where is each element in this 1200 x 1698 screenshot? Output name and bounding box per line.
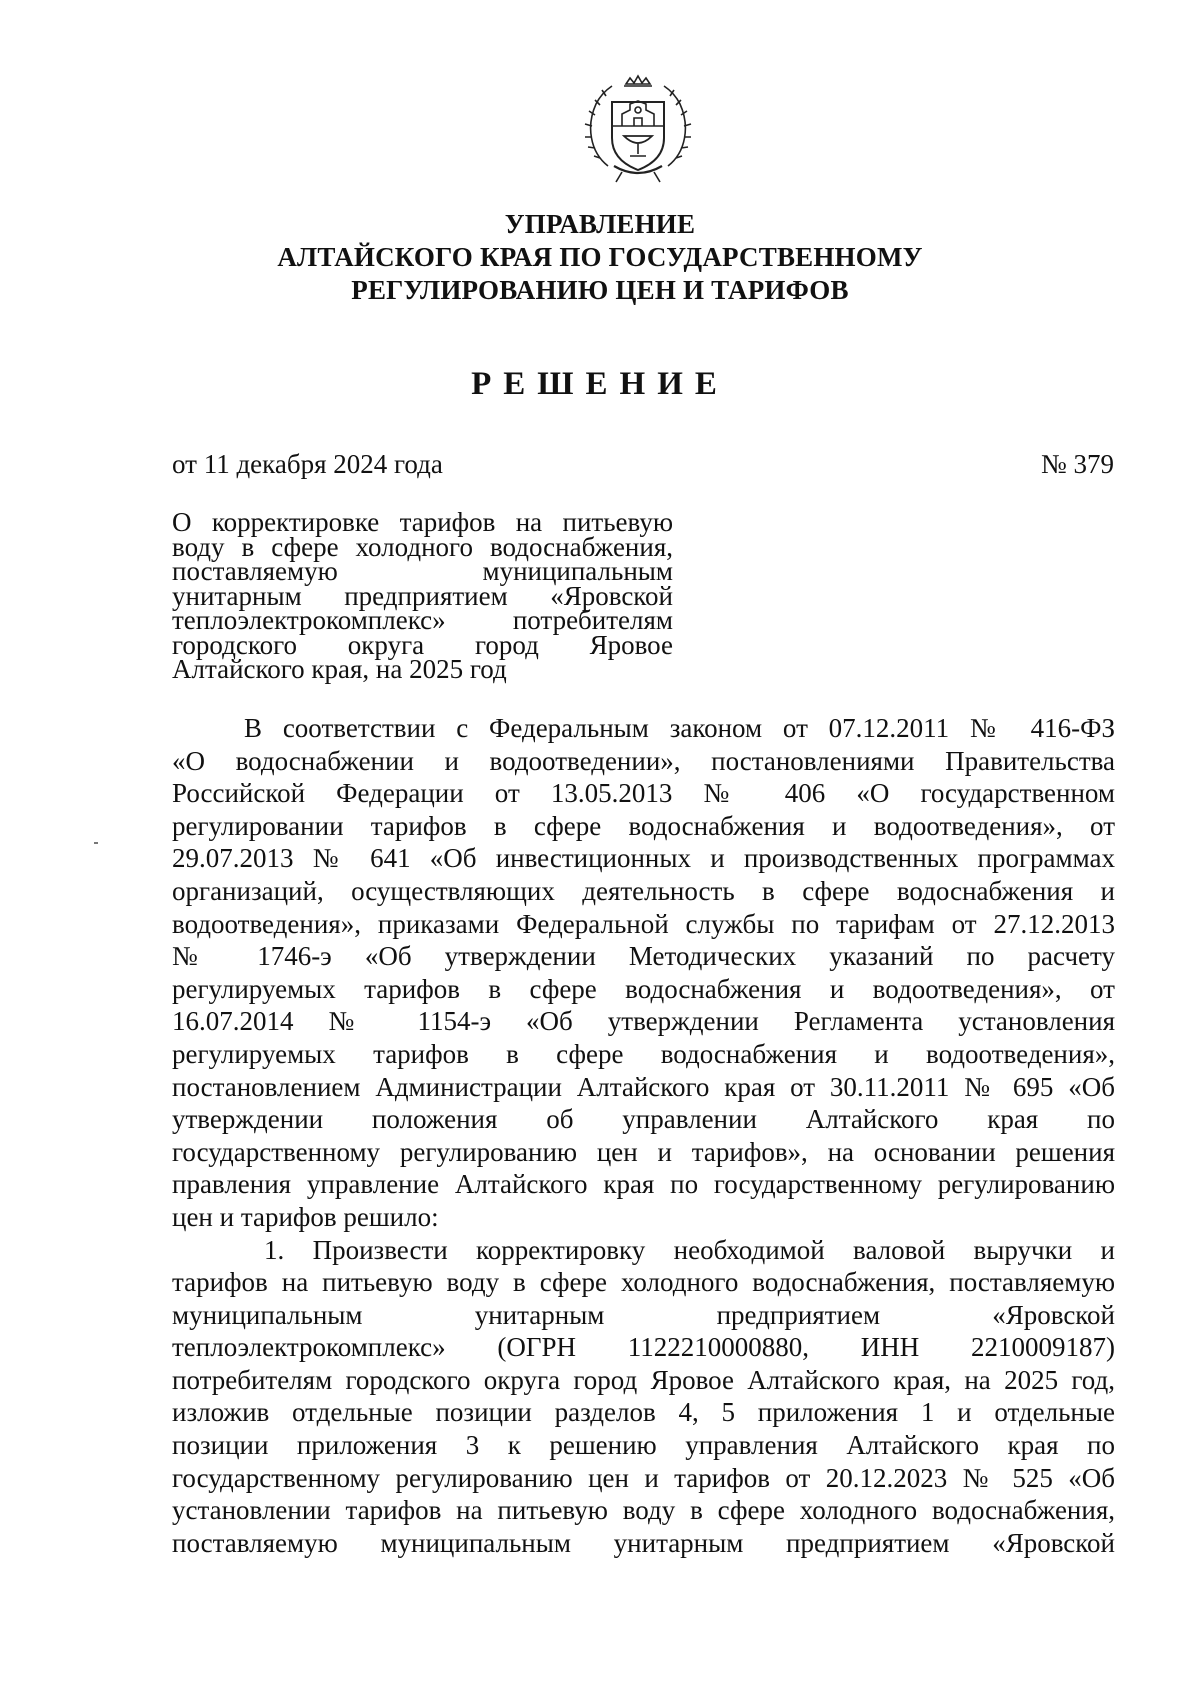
subject-line: воду в сфере холодного водоснабжения,: [172, 531, 673, 562]
body-line: регулировании тарифов в сфере водоснабжения и водоотведения», от: [172, 810, 1115, 841]
body-line: № 1746-э «Об утверждении Методических указаний по расчету: [172, 941, 1115, 972]
body-line: поставляемую муниципальным унитарным предприятием «Яровской: [172, 1527, 1115, 1558]
document-number: № 379: [1040, 449, 1114, 479]
body-line: В соответствии с Федеральным законом от 07.12.2011 № 416-ФЗ: [244, 713, 1115, 743]
subject-line: теплоэлектрокомплекс» потребителям: [172, 605, 673, 635]
body-line: Российской Федерации от 13.05.2013 № 406 «О государственном: [172, 778, 1115, 809]
coat-of-arms-emblem: [578, 74, 698, 186]
subject-line: унитарным предприятием «Яровской: [172, 580, 673, 611]
body-line: водоотведения», приказами Федеральной службы по тарифам от 27.12.2013: [172, 908, 1115, 939]
organization-name-line-1: УПРАВЛЕНИЕ: [504, 209, 696, 239]
body-line: позиции приложения 3 к решению управления Алтайского края по: [172, 1430, 1115, 1461]
body-line: 16.07.2014 № 1154-э «Об утверждении Регламента установления: [172, 1006, 1115, 1037]
subject-line: Алтайского края, на 2025 год: [172, 654, 507, 684]
organization-name-line-2: АЛТАЙСКОГО КРАЯ ПО ГОСУДАРСТВЕННОМУ: [277, 242, 923, 272]
body-line: теплоэлектрокомплекс» (ОГРН 1122210000880, ИНН 2210009187): [172, 1332, 1115, 1363]
body-line: регулируемых тарифов в сфере водоснабжения и водоотведения»,: [172, 1038, 1115, 1069]
body-line: государственному регулированию цен и тарифов от 20.12.2023 № 525 «Об: [172, 1462, 1115, 1493]
subject-line: городского округа город Яровое: [172, 629, 673, 660]
body-line: правления управление Алтайского края по государственному регулированию: [172, 1169, 1115, 1200]
body-line: организаций, осуществляющих деятельность в сфере водоснабжения и: [172, 875, 1115, 906]
body-line: 29.07.2013 № 641 «Об инвестиционных и производственных программах: [172, 843, 1115, 874]
body-line: регулируемых тарифов в сфере водоснабжения и водоотведения», от: [172, 973, 1115, 1004]
document-subject: [172, 507, 673, 684]
body-line: государственному регулированию цен и тарифов», на основании решения: [172, 1136, 1115, 1167]
body-line: 1. Произвести корректировку необходимой валовой выручки и: [264, 1234, 1115, 1265]
body-line: утверждении положения об управлении Алтайского края по: [172, 1104, 1115, 1135]
body-line: тарифов на питьевую воду в сфере холодного водоснабжения, поставляемую: [172, 1267, 1115, 1298]
organization-name-line-3: РЕГУЛИРОВАНИЮ ЦЕН И ТАРИФОВ: [351, 275, 849, 305]
body-line: постановлением Администрации Алтайского края от 30.11.2011 № 695 «Об: [172, 1071, 1115, 1102]
body-line: муниципальным унитарным предприятием «Яровской: [172, 1299, 1115, 1330]
body-line: «О водоснабжении и водоотведении», постановлениями Правительства: [172, 745, 1115, 776]
body-line: установлении тарифов на питьевую воду в сфере холодного водоснабжения,: [172, 1495, 1115, 1526]
body-line: изложив отдельные позиции разделов 4, 5 приложения 1 и отдельные: [172, 1397, 1115, 1428]
body-line: потребителям городского округа город Яровое Алтайского края, на 2025 год,: [172, 1364, 1115, 1395]
document-date: от 11 декабря 2024 года: [172, 449, 443, 479]
document-type-heading: РЕШЕНИЕ: [471, 366, 729, 402]
subject-line: О корректировке тарифов на питьевую: [172, 507, 673, 537]
subject-line: поставляемую муниципальным: [172, 556, 673, 586]
document-body: [172, 712, 1115, 1559]
margin-mark: [94, 842, 98, 844]
body-line: цен и тарифов решило:: [172, 1201, 439, 1232]
